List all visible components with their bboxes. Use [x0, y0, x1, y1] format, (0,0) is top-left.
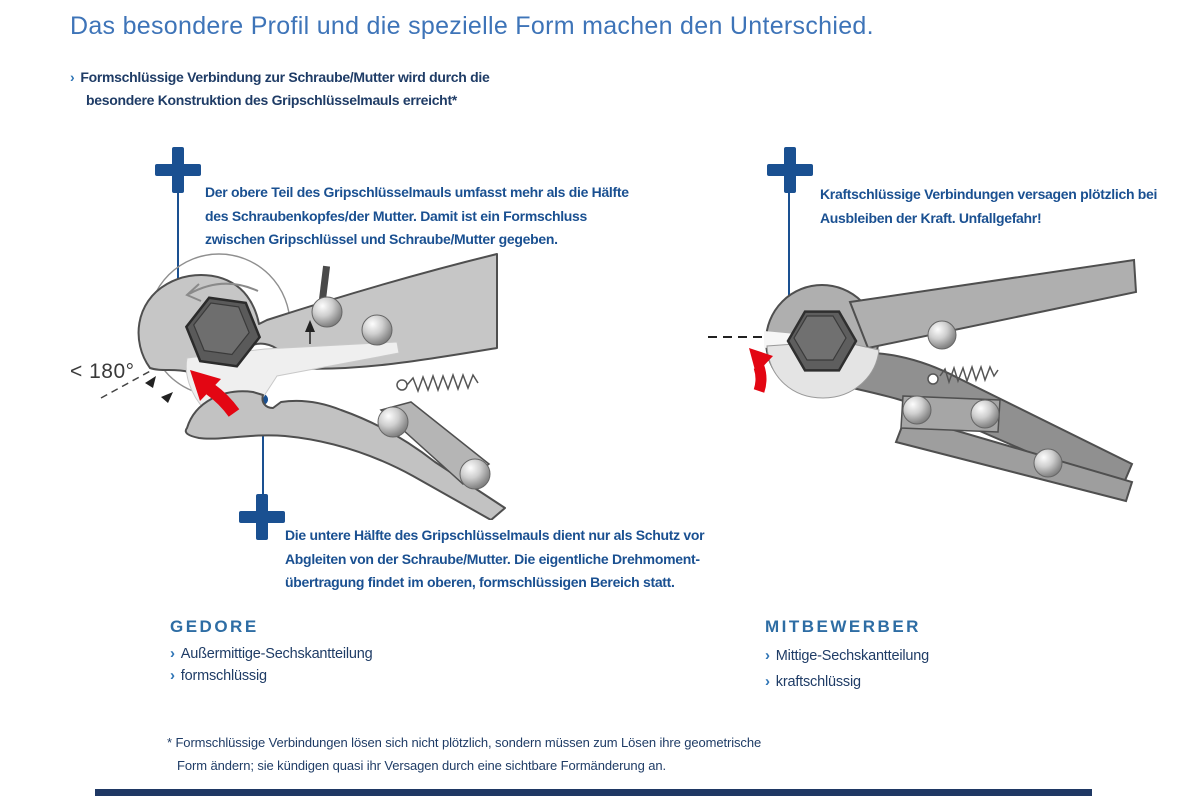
gedore-section: GEDORE › Außermittige-Sechskantteilung › formschlüssig [170, 617, 373, 684]
plus-marker-icon [155, 147, 201, 193]
rivet [971, 400, 999, 428]
gedore-heading: GEDORE [170, 617, 259, 636]
chevron-right-icon: › [765, 673, 770, 690]
angle-label: < 180° [70, 360, 135, 383]
page-title: Das besondere Profil und die spezielle Form machen den Unterschied. [70, 12, 874, 40]
footnote-line-2: Form ändern; sie kündigen quasi ihr Versagen durch eine sichtbare Formänderung an. [177, 758, 666, 773]
spring-anchor [397, 380, 407, 390]
upper-handle [850, 260, 1136, 348]
footnote-line-1: * Formschlüssige Verbindungen lösen sich nicht plötzlich, sondern müssen zum Lösen ihre geometrische [167, 735, 762, 750]
adjuster-slot [319, 266, 330, 301]
rivet [928, 321, 956, 349]
rivet [312, 297, 342, 327]
intro-line-1: Formschlüssige Verbindung zur Schraube/Mutter wird durch die [80, 69, 490, 85]
plus-marker-icon [767, 147, 813, 193]
callout-lower-left: Die untere Hälfte des Gripschlüsselmauls dient nur als Schutz vor Abgleiten von der Schraube/Mutter. Die eigentliche Drehmoment- übertragung findet im oberen, formschlüssigen Bereich statt. [285, 527, 705, 590]
competitor-pliers-illustration [700, 258, 1170, 503]
intro-line-2: besondere Konstruktion des Gripschlüsselmauls erreicht* [86, 92, 457, 108]
footer-rule [95, 789, 1092, 796]
red-direction-arrow-icon [759, 367, 761, 391]
chevron-right-icon: › [70, 69, 75, 85]
gedore-pliers-illustration [95, 250, 507, 520]
rivet [1034, 449, 1062, 477]
rivet [362, 315, 392, 345]
chevron-right-icon: › [170, 667, 175, 684]
chevron-right-icon: › [170, 645, 175, 662]
rivet [903, 396, 931, 424]
rivet [460, 459, 490, 489]
spring-anchor [928, 374, 938, 384]
rivet [378, 407, 408, 437]
angle-arrowhead-icon [145, 376, 156, 388]
callout-upper-left: Der obere Teil des Gripschlüsselmauls umfasst mehr als die Hälfte des Schraubenkopfes/der Mutter. Damit ist ein Formschluss zwischen Gripschlüssel und Schraube/Mutter gegeben. [205, 184, 629, 247]
competitor-section: MITBEWERBER › Mittige-Sechskantteilung › kraftschlüssig [765, 617, 929, 690]
competitor-heading: MITBEWERBER [765, 617, 921, 636]
intro-bullet-block [70, 66, 489, 112]
footnote [167, 731, 761, 777]
spring [407, 375, 478, 391]
angle-arrowhead-icon [161, 392, 173, 403]
chevron-right-icon: › [765, 647, 770, 664]
callout-right: Kraftschlüssige Verbindungen versagen plötzlich bei Ausbleiben der Kraft. Unfallgefahr! [820, 186, 1158, 226]
